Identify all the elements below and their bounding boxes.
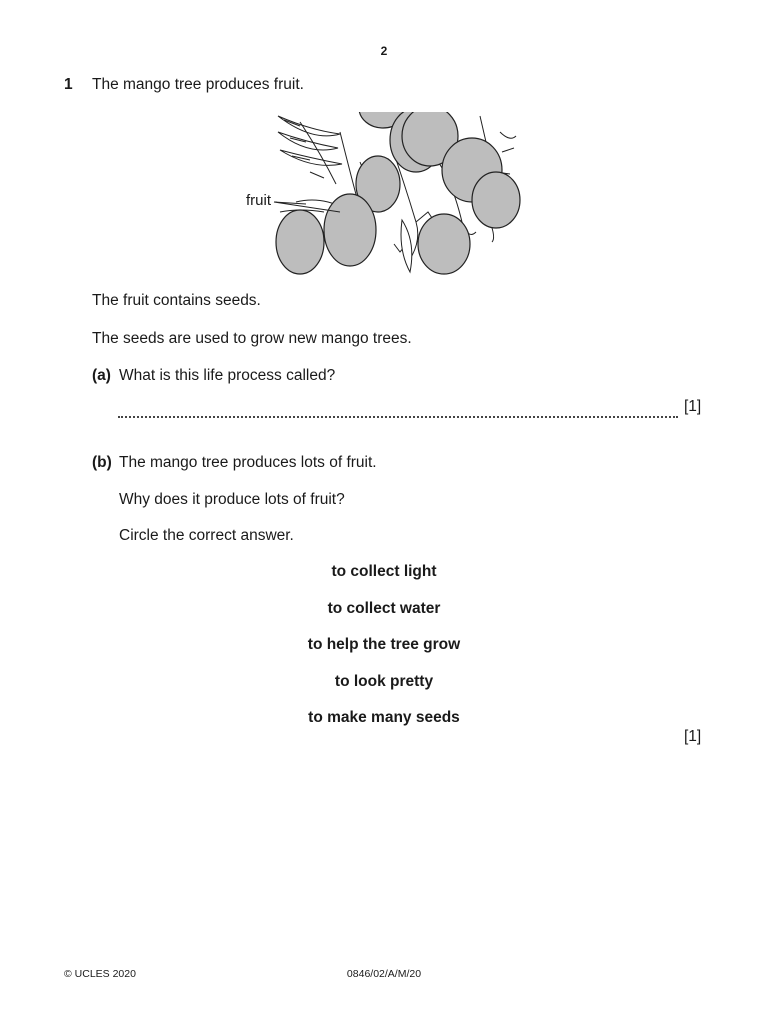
- answer-option[interactable]: to collect light: [331, 563, 437, 580]
- answer-line[interactable]: [118, 398, 678, 418]
- footer-copyright: © UCLES 2020: [64, 968, 136, 980]
- footer-paper-code: 0846/02/A/M/20: [346, 968, 422, 980]
- question-number: 1: [64, 76, 73, 93]
- question-intro: The mango tree produces fruit.: [92, 76, 304, 93]
- mango-fruit: [324, 194, 376, 266]
- answer-options: [0, 562, 768, 745]
- answer-option[interactable]: to make many seeds: [308, 709, 460, 726]
- statement-new-trees: The seeds are used to grow new mango trees.: [92, 330, 412, 347]
- part-a-marks: [1]: [684, 398, 702, 415]
- part-b-statement: The mango tree produces lots of fruit.: [119, 454, 377, 471]
- mango-fruit: [418, 214, 470, 274]
- answer-option[interactable]: to help the tree grow: [307, 636, 461, 653]
- answer-option[interactable]: to look pretty: [334, 672, 434, 690]
- leaf: [280, 150, 342, 165]
- page-number: 2: [380, 44, 388, 58]
- part-b-instruction: Circle the correct answer.: [119, 527, 294, 544]
- branch: [340, 132, 358, 202]
- mango-fruit: [472, 172, 520, 228]
- statement-seeds: The fruit contains seeds.: [92, 292, 261, 309]
- part-a-question: What is this life process called?: [119, 367, 336, 384]
- part-b-question: Why does it produce lots of fruit?: [119, 491, 345, 508]
- part-b-marks: [1]: [684, 728, 702, 745]
- mango-tree-illustration: [240, 112, 530, 287]
- part-b-label: (b): [92, 454, 112, 471]
- leaf: [401, 220, 412, 272]
- answer-option[interactable]: to collect water: [327, 599, 441, 617]
- figure-label-fruit: fruit: [246, 192, 272, 209]
- leaf: [278, 116, 340, 136]
- mango-fruit: [276, 210, 324, 274]
- part-a-label: (a): [92, 367, 111, 384]
- mango-tree-drawing: [240, 112, 530, 282]
